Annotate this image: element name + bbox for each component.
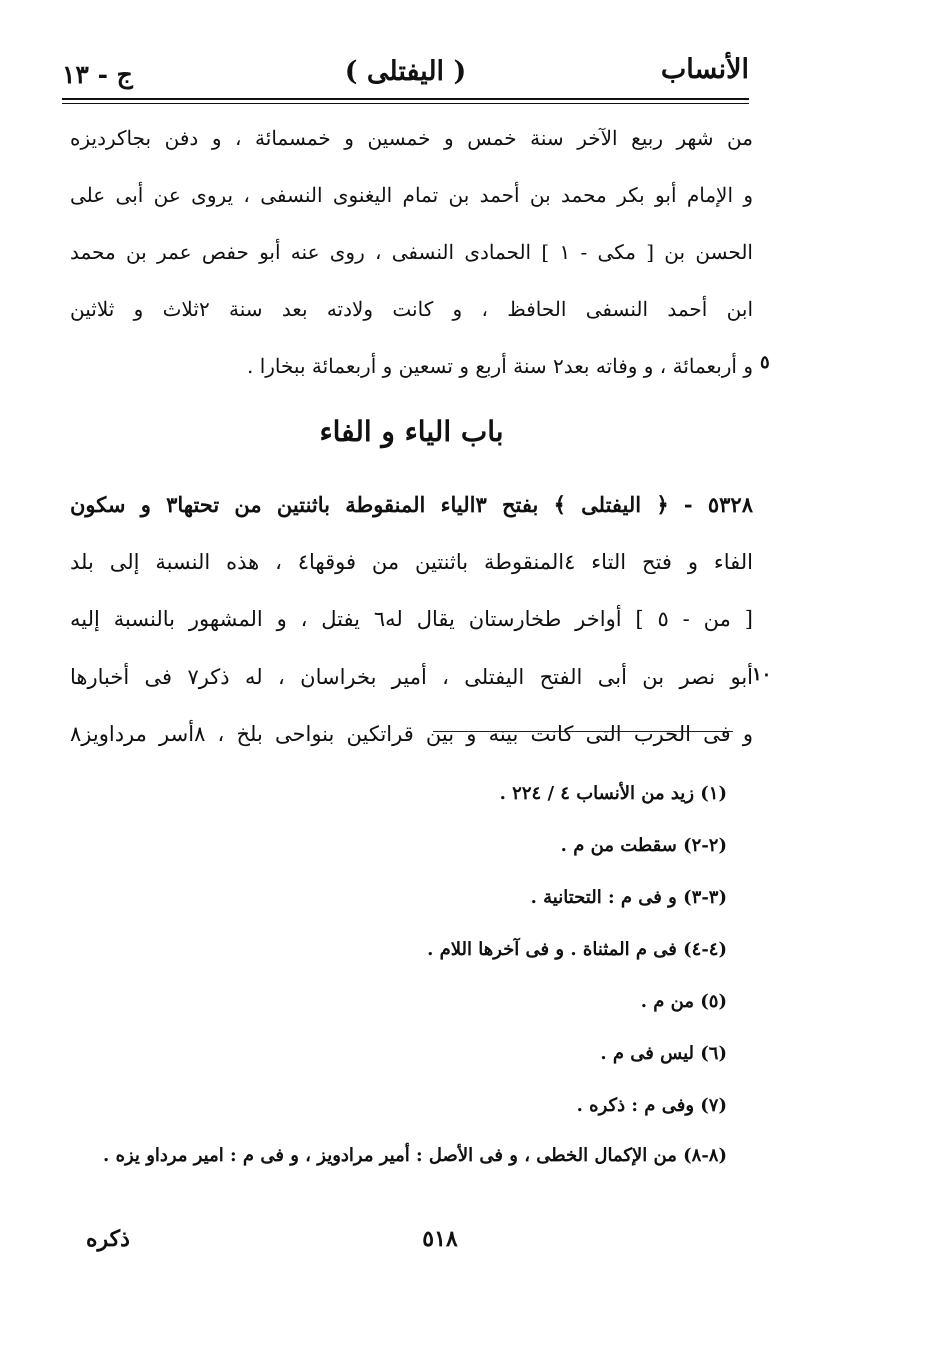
entry-line: [ من - ٥ ] أواخر طخارستان يقال له٦ يفتل ، و المشهور بالنسبة إليه bbox=[70, 607, 753, 631]
entry-line: أبو نصر بن أبى الفتح اليفتلى ، أمير بخراسان ، له ذكر٧ فى أخبارها bbox=[70, 664, 753, 689]
body-line: و أربعمائة ، و وفاته بعد٢ سنة أربع و تسعين و أربعمائة ببخارا . bbox=[247, 354, 753, 378]
entry-line: ٥٣٢٨ - ﴿ اليفتلى ﴾ بفتح ٣الياء المنقوطة باثنتين من تحتها٣ و سكون bbox=[70, 492, 753, 517]
header-section-title: ( اليفتلى ) bbox=[344, 56, 467, 87]
header-rule-thin bbox=[62, 103, 749, 104]
header-book-title: الأنساب bbox=[660, 54, 749, 85]
catchword: ذكره bbox=[86, 1226, 130, 1252]
footnote: (١) زيد من الأنساب ٤ / ٢٢٤ . bbox=[499, 783, 727, 804]
header-rule bbox=[62, 98, 749, 100]
footnote: (٨-٨) من الإكمال الخطى ، و فى الأصل : أمير مرادويز ، و فى م : امير مرداو يزه . bbox=[103, 1145, 727, 1166]
entry-line: و فى الحرب التى كانت بينه و بين قراتكين بنواحى بلخ ، ٨أسر مرداويز٨ bbox=[70, 722, 753, 746]
section-title: باب الياء و الفاء bbox=[319, 415, 504, 448]
body-text bbox=[70, 110, 753, 395]
line-number-10: ١٠ bbox=[752, 664, 772, 685]
footnote: (٧) وفى م : ذكره . bbox=[576, 1095, 727, 1116]
footnote: (٦) ليس فى م . bbox=[600, 1043, 727, 1064]
body-line: الحسن بن [ مكى - ١ ] الحمادى النسفى ، روى عنه أبو حفص عمر بن محمد bbox=[70, 240, 753, 264]
header-volume: ج - ١٣ bbox=[62, 60, 133, 89]
footnote-rule bbox=[433, 731, 733, 732]
body-line: من شهر ربيع الآخر سنة خمس و خمسين و خمسمائة ، و دفن بجاكرديزه bbox=[70, 126, 753, 150]
entry-line: الفاء و فتح التاء ٤المنقوطة باثنتين من فوقها٤ ، هذه النسبة إلى بلد bbox=[70, 549, 753, 574]
footnote: (٣-٣) و فى م : التحتانية . bbox=[530, 887, 727, 908]
footnote: (٥) من م . bbox=[640, 991, 727, 1012]
footnote: (٢-٢) سقطت من م . bbox=[560, 835, 727, 856]
page-number: ٥١٨ bbox=[422, 1226, 458, 1252]
footnote: (٤-٤) فى م المثناة . و فى آخرها اللام . bbox=[427, 939, 727, 960]
running-header bbox=[62, 48, 749, 98]
footnotes bbox=[70, 768, 727, 1180]
body-line: ابن أحمد النسفى الحافظ ، و كانت ولادته بعد سنة ٢ثلاث و ثلاثين bbox=[70, 297, 754, 321]
entry-text bbox=[70, 476, 753, 764]
line-number-5: ٥ bbox=[760, 352, 770, 373]
body-line: و الإمام أبو بكر محمد بن أحمد بن تمام اليغنوى النسفى ، يروى عن أبى على bbox=[70, 183, 753, 207]
